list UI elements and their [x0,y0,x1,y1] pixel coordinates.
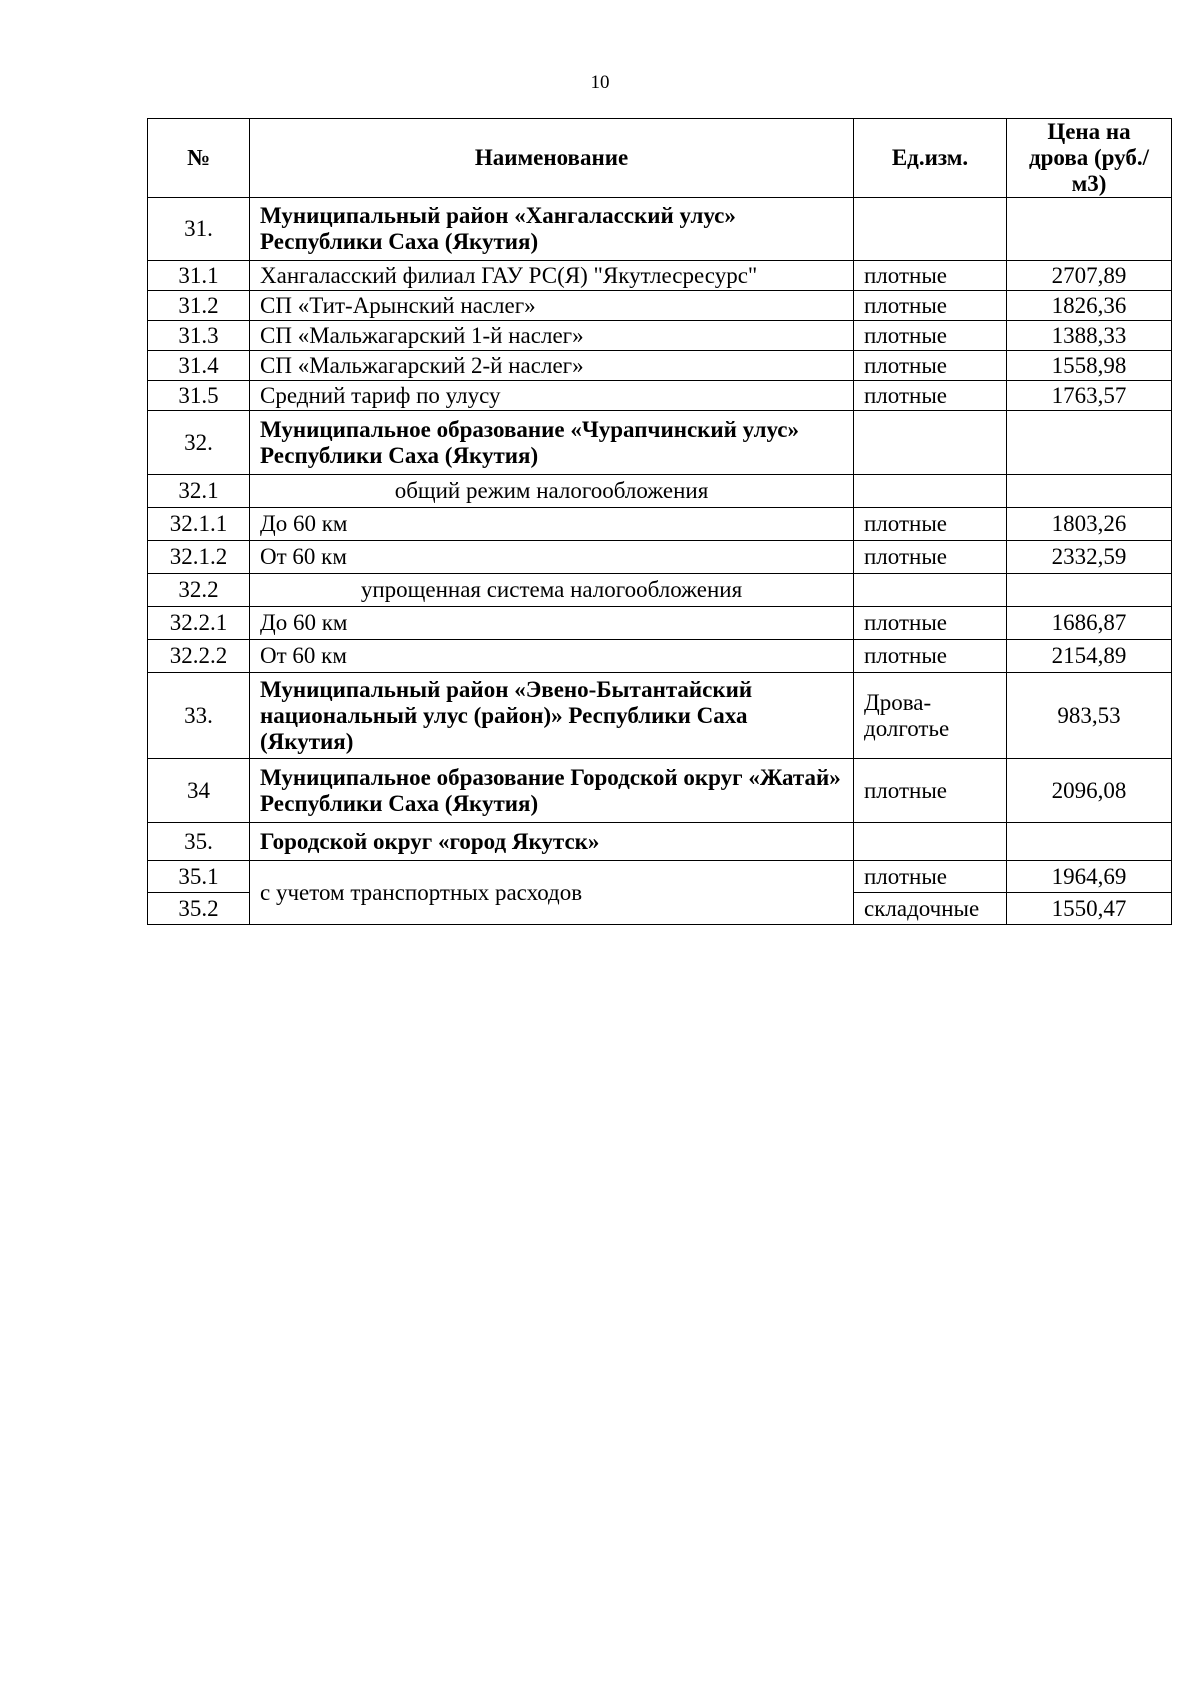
table-row [148,823,1172,861]
row-name: Муниципальный район «Хангаласский улус» Республики Саха (Якутия) [250,198,854,261]
row-name: До 60 км [250,508,854,541]
row-price: 1550,47 [1007,893,1172,925]
row-unit: плотные [854,759,1007,823]
row-unit: плотные [854,261,1007,291]
row-unit: плотные [854,607,1007,640]
row-num: 31.2 [148,291,250,321]
row-name: Хангаласский филиал ГАУ РС(Я) "Якутлесресурс" [250,261,854,291]
table-row [148,291,1172,321]
row-name: От 60 км [250,541,854,574]
row-num: 31.3 [148,321,250,351]
table-row [148,508,1172,541]
table-row [148,640,1172,673]
table-row [148,475,1172,508]
row-num: 32. [148,411,250,475]
row-price [1007,198,1172,261]
row-price: 1826,36 [1007,291,1172,321]
row-name: СП «Мальжагарский 2-й наслег» [250,351,854,381]
row-unit [854,475,1007,508]
firewood-price-table [147,118,1172,925]
table-row [148,861,1172,893]
row-price: 2332,59 [1007,541,1172,574]
row-name: с учетом транспортных расходов [250,861,854,925]
header-price: Цена на дрова (руб./м3) [1007,119,1172,198]
row-num: 32.1 [148,475,250,508]
table-header-row [148,119,1172,198]
row-unit: плотные [854,640,1007,673]
header-unit: Ед.изм. [854,119,1007,198]
row-name: Муниципальное образование «Чурапчинский улус» Республики Саха (Якутия) [250,411,854,475]
row-num: 31.4 [148,351,250,381]
row-price: 1558,98 [1007,351,1172,381]
row-num: 33. [148,673,250,759]
table-row [148,541,1172,574]
row-price [1007,823,1172,861]
row-name: Городской округ «город Якутск» [250,823,854,861]
row-unit: плотные [854,508,1007,541]
row-num: 32.2 [148,574,250,607]
row-price: 1964,69 [1007,861,1172,893]
table-row [148,607,1172,640]
row-num: 35. [148,823,250,861]
row-unit: Дрова-долготье [854,673,1007,759]
row-unit: плотные [854,541,1007,574]
table-row [148,198,1172,261]
row-unit: плотные [854,861,1007,893]
row-price: 1686,87 [1007,607,1172,640]
page-number: 10 [590,72,610,93]
row-name: СП «Мальжагарский 1-й наслег» [250,321,854,351]
row-price: 1763,57 [1007,381,1172,411]
table-row [148,261,1172,291]
row-num: 31. [148,198,250,261]
table-row [148,673,1172,759]
header-num: № [148,119,250,198]
table-row [148,574,1172,607]
row-name: Средний тариф по улусу [250,381,854,411]
row-name: До 60 км [250,607,854,640]
row-name: упрощенная система налогообложения [250,574,854,607]
row-unit [854,198,1007,261]
row-price: 2707,89 [1007,261,1172,291]
row-unit: складочные [854,893,1007,925]
row-price [1007,475,1172,508]
row-price [1007,411,1172,475]
row-price: 983,53 [1007,673,1172,759]
row-num: 35.1 [148,861,250,893]
row-price: 2154,89 [1007,640,1172,673]
row-unit: плотные [854,321,1007,351]
row-num: 32.1.1 [148,508,250,541]
row-price: 2096,08 [1007,759,1172,823]
row-unit [854,823,1007,861]
row-num: 35.2 [148,893,250,925]
row-price [1007,574,1172,607]
row-num: 32.2.1 [148,607,250,640]
row-name: общий режим налогообложения [250,475,854,508]
row-unit [854,411,1007,475]
row-unit: плотные [854,381,1007,411]
row-name: СП «Тит-Арынский наслег» [250,291,854,321]
table-row [148,411,1172,475]
row-num: 31.1 [148,261,250,291]
table-row [148,759,1172,823]
table-row [148,351,1172,381]
table-row [148,381,1172,411]
table-row [148,321,1172,351]
row-num: 32.2.2 [148,640,250,673]
row-num: 32.1.2 [148,541,250,574]
row-num: 34 [148,759,250,823]
row-name: Муниципальный район «Эвено-Бытантайский национальный улус (район)» Республики Саха (Якутия) [250,673,854,759]
header-name: Наименование [250,119,854,198]
row-unit: плотные [854,291,1007,321]
row-price: 1388,33 [1007,321,1172,351]
row-name: Муниципальное образование Городской округ «Жатай» Республики Саха (Якутия) [250,759,854,823]
row-unit: плотные [854,351,1007,381]
row-name: От 60 км [250,640,854,673]
row-price: 1803,26 [1007,508,1172,541]
row-num: 31.5 [148,381,250,411]
row-unit [854,574,1007,607]
